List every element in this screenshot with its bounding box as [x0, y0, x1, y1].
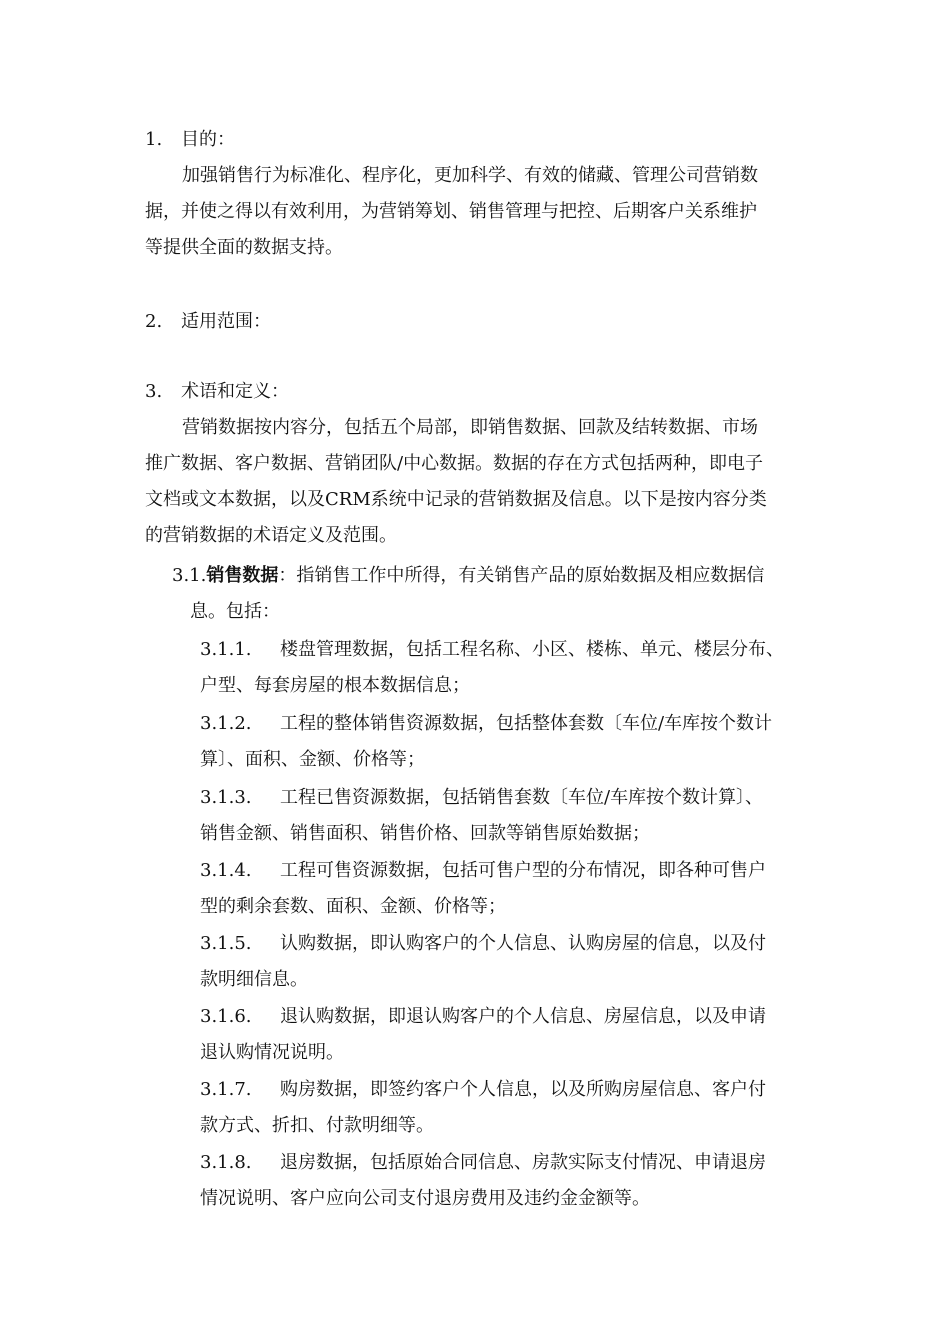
paragraph-line: 营销数据按内容分，包括五个局部，即销售数据、回款及结转数据、市场: [182, 417, 758, 438]
item-number: 3.1.2.: [200, 713, 252, 734]
paragraph-line: 加强销售行为标准化、程序化，更加科学、有效的储藏、管理公司营销数: [182, 165, 758, 186]
section-number: 3.: [145, 381, 163, 402]
paragraph-line: 等提供全面的数据支持。: [145, 237, 343, 258]
item-text: 认购数据，即认购客户的个人信息、认购房屋的信息，以及付: [280, 933, 766, 954]
paragraph-line: 的营销数据的术语定义及范围。: [145, 525, 397, 546]
list-item: [200, 638, 784, 662]
subsection-number: 3.1.: [172, 565, 207, 586]
item-number: 3.1.1.: [200, 639, 252, 660]
subsection-continuation: 息。包括：: [190, 601, 280, 622]
subsection-3-1: [172, 564, 764, 588]
item-continuation: 户型、每套房屋的根本数据信息；: [200, 675, 470, 696]
item-number: 3.1.8.: [200, 1152, 252, 1173]
item-number: 3.1.7.: [200, 1079, 252, 1100]
item-text: 工程的整体销售资源数据，包括整体套数〔车位/车库按个数计: [280, 713, 773, 734]
item-continuation: 算〕、面积、金额、价格等；: [200, 749, 425, 770]
list-item: [200, 1005, 766, 1029]
list-item: [200, 1151, 766, 1175]
list-item: [200, 1078, 766, 1102]
section-2-heading: [145, 310, 271, 334]
item-continuation: 款方式、折扣、付款明细等。: [200, 1115, 434, 1136]
section-number: 2.: [145, 311, 163, 332]
item-continuation: 型的剩余套数、面积、金额、价格等；: [200, 896, 506, 917]
item-continuation: 情况说明、客户应向公司支付退房费用及违约金金额等。: [200, 1188, 650, 1209]
item-continuation: 销售金额、销售面积、销售价格、回款等销售原始数据；: [200, 823, 650, 844]
item-text: 工程已售资源数据，包括销售套数〔车位/车库按个数计算〕、: [280, 787, 764, 808]
section-3-heading: [145, 380, 289, 404]
item-text: 购房数据，即签约客户个人信息，以及所购房屋信息、客户付: [280, 1079, 766, 1100]
item-text: 退房数据，包括原始合同信息、房款实际支付情况、申请退房: [280, 1152, 766, 1173]
paragraph-line: 推广数据、客户数据、营销团队/中心数据。数据的存在方式包括两种，即电子: [145, 453, 764, 474]
section-title: 适用范围：: [181, 311, 271, 332]
list-item: [200, 932, 766, 956]
subsection-term: 销售数据: [206, 565, 279, 586]
item-continuation: 款明细信息。: [200, 969, 308, 990]
item-number: 3.1.4.: [200, 860, 252, 881]
list-item: [200, 786, 763, 810]
item-number: 3.1.3.: [200, 787, 252, 808]
section-title: 术语和定义：: [181, 381, 289, 402]
list-item: [200, 859, 766, 883]
section-number: 1.: [145, 129, 163, 150]
section-1-heading: [145, 128, 235, 152]
list-item: [200, 712, 772, 736]
subsection-definition: ：指销售工作中所得，有关销售产品的原始数据及相应数据信: [278, 565, 765, 586]
section-title: 目的：: [181, 129, 235, 150]
item-text: 退认购数据，即退认购客户的个人信息、房屋信息，以及申请: [280, 1006, 766, 1027]
item-number: 3.1.5.: [200, 933, 252, 954]
item-continuation: 退认购情况说明。: [200, 1042, 344, 1063]
paragraph-line: 文档或文本数据，以及CRM系统中记录的营销数据及信息。以下是按内容分类: [145, 489, 767, 510]
item-text: 工程可售资源数据，包括可售户型的分布情况，即各种可售户: [280, 860, 766, 881]
item-text: 楼盘管理数据，包括工程名称、小区、楼栋、单元、楼层分布、: [280, 639, 784, 660]
paragraph-line: 据，并使之得以有效利用，为营销筹划、销售管理与把控、后期客户关系维护: [145, 201, 757, 222]
item-number: 3.1.6.: [200, 1006, 252, 1027]
